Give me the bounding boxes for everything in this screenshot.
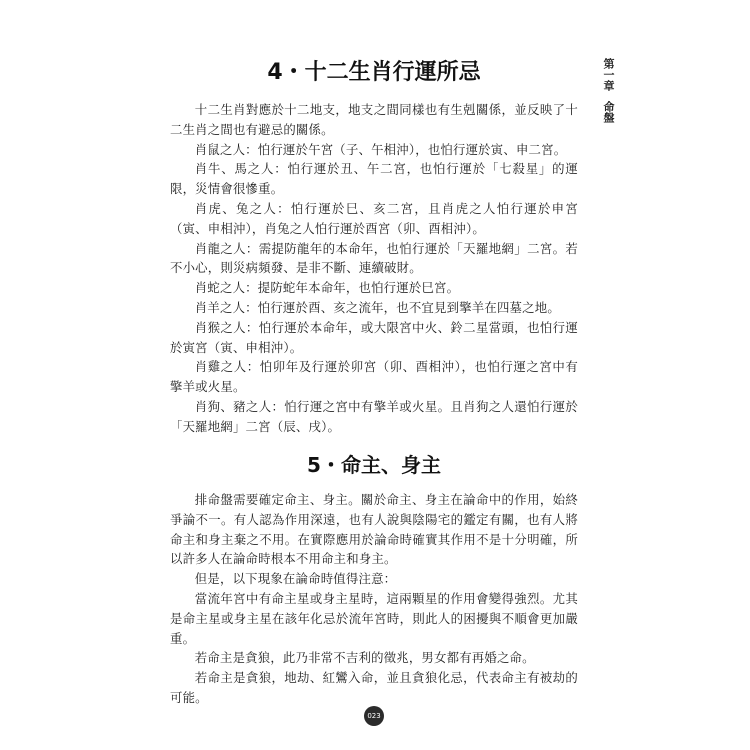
chapter-side-label [597,58,615,123]
paragraph: 肖狗、豬之人：怕行運之宮中有擎羊或火星。且肖狗之人還怕行運於「天羅地網」二宮（辰、戌）。 [170,398,578,434]
chapter-title: 命盤 [602,101,615,123]
section-5-title: 5・命主、身主 [307,453,441,477]
paragraph: 肖虎、兔之人：怕行運於巳、亥二宮，且肖虎之人怕行運於申宮（寅、申相沖），肖兔之人怕行運於酉宮（卯、酉相沖）。 [170,200,578,236]
section-4-body [170,100,578,437]
section-5-body [170,490,578,708]
paragraph: 肖牛、馬之人：怕行運於丑、午二宮，也怕行運於「七殺星」的運限，災情會很慘重。 [170,161,578,197]
chapter-number: 第一章 [602,58,615,91]
page-number: 023 [367,712,381,720]
paragraph: 肖羊之人：怕行運於酉、亥之流年，也不宜見到擎羊在四墓之地。 [194,299,560,315]
paragraph: 若命主是貪狼，此乃非常不吉利的徵兆，男女都有再婚之命。 [194,650,535,666]
paragraph: 當流年宮中有命主星或身主星時，這兩顆星的作用會變得強烈。尤其是命主星或身主星在該年化忌於流年宮時，則此人的困擾與不順會更加嚴重。 [170,590,578,646]
paragraph: 若命主是貪狼，地劫、紅鸞入命，並且貪狼化忌，代表命主有被劫的可能。 [170,670,578,705]
paragraph: 但是，以下現象在論命時值得注意： [194,571,397,587]
paragraph: 肖蛇之人：提防蛇年本命年，也怕行運於巳宮。 [194,280,460,296]
paragraph: 肖猴之人：怕行運於本命年，或大限宮中火、鈴二星當頭，也怕行運於寅宮（寅、申相沖）。 [170,319,578,355]
paragraph: 肖雞之人：怕卯年及行運於卯宮（卯、酉相沖），也怕行運之宮中有擎羊或火星。 [170,359,578,395]
paragraph: 排命盤需要確定命主、身主。關於命主、身主在論命中的作用，始終爭論不一。有人認為作用深遠，也有人說與陰陽宅的鑑定有關，也有人將命主和身主棄之不用。在實際應用於論命時確實其作用不是十分明確，所以許多人在論命時根本不用命主和身主。 [170,492,578,567]
paragraph: 十二生肖對應於十二地支，地支之間同樣也有生剋關係，並反映了十二生肖之間也有避忌的關係。 [170,102,578,137]
section-4-title: 4・十二生肖行運所忌 [267,60,481,85]
paragraph: 肖鼠之人：怕行運於午宮（子、午相沖），也怕行運於寅、申二宮。 [194,141,567,157]
paragraph: 肖龍之人：需提防龍年的本命年，也怕行運於「天羅地網」二宮。若不小心，則災病頻發、是非不斷、連續破財。 [170,240,578,276]
page-number-badge [364,706,384,726]
